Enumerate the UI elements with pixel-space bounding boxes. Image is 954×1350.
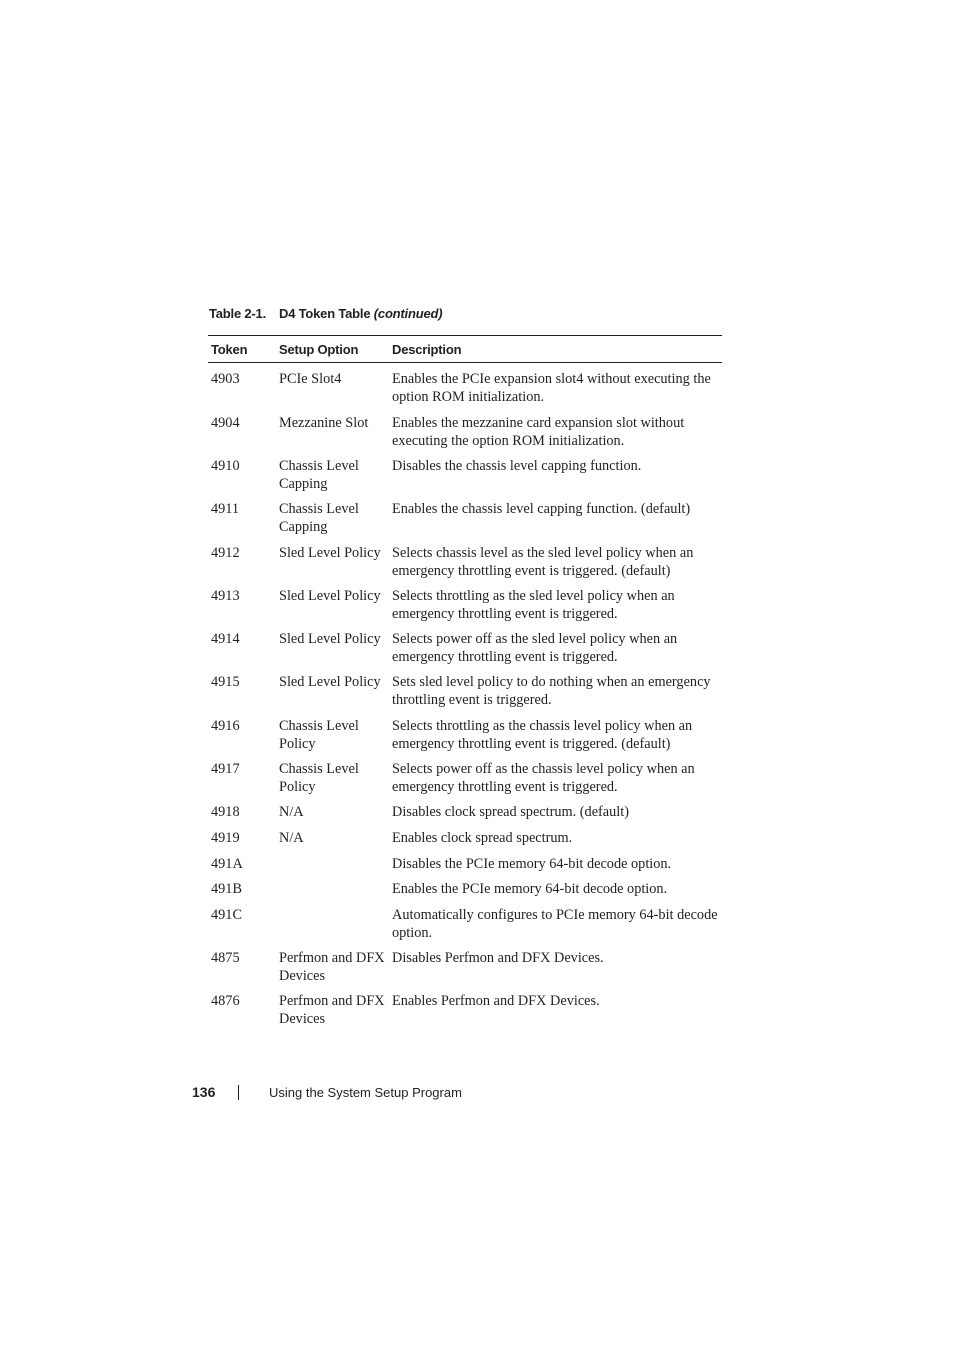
table-row	[208, 907, 722, 943]
table-row	[208, 993, 722, 1029]
description-cell: Selects chassis level as the sled level policy when an emergency throttling event is triggered. (default)	[392, 545, 694, 579]
table-caption	[209, 306, 442, 321]
description-cell: Enables the chassis level capping function. (default)	[392, 501, 691, 517]
token-cell: 4903	[211, 371, 240, 387]
token-cell: 4915	[211, 674, 240, 690]
table-number: Table 2-1.	[209, 306, 267, 321]
setup-option-cell: Sled Level Policy	[279, 588, 381, 604]
description-cell: Disables clock spread spectrum. (default)	[392, 804, 630, 820]
setup-option-cell: Sled Level Policy	[279, 674, 381, 690]
table-row	[208, 415, 722, 451]
table-row	[208, 371, 722, 407]
token-cell: 491A	[211, 856, 243, 872]
table-title: D4 Token Table	[279, 306, 371, 321]
setup-option-cell: Perfmon and DFX Devices	[279, 993, 385, 1027]
description-cell: Enables the mezzanine card expansion slot without executing the option ROM initialization.	[392, 415, 685, 449]
header-token: Token	[211, 341, 248, 357]
token-cell: 4876	[211, 993, 240, 1009]
page-footer	[192, 1084, 462, 1100]
token-cell: 4913	[211, 588, 240, 604]
table-row	[208, 501, 722, 537]
table-continued: (continued)	[373, 306, 443, 321]
setup-option-cell: Sled Level Policy	[279, 545, 381, 561]
description-cell: Enables clock spread spectrum.	[392, 830, 573, 846]
table-row	[208, 631, 722, 667]
setup-option-cell: Chassis Level Policy	[279, 761, 359, 795]
table-row	[208, 830, 722, 848]
table-row	[208, 674, 722, 710]
description-cell: Disables Perfmon and DFX Devices.	[392, 950, 604, 966]
setup-option-cell: Mezzanine Slot	[279, 415, 369, 431]
token-cell: 4914	[211, 631, 240, 647]
table-row	[208, 804, 722, 822]
token-cell: 4912	[211, 545, 240, 561]
table-row	[208, 761, 722, 797]
setup-option-cell: PCIe Slot4	[279, 371, 342, 387]
table-row	[208, 950, 722, 986]
table-row	[208, 856, 722, 874]
header-description: Description	[392, 341, 462, 357]
header-setup-option: Setup Option	[279, 341, 359, 357]
table-row	[208, 588, 722, 624]
description-cell: Enables the PCIe memory 64-bit decode option.	[392, 881, 668, 897]
setup-option-cell: N/A	[279, 830, 304, 846]
setup-option-cell: Chassis Level Policy	[279, 718, 359, 752]
description-cell: Enables the PCIe expansion slot4 without executing the option ROM initialization.	[392, 371, 711, 405]
table-row	[208, 718, 722, 754]
description-cell: Selects power off as the sled level policy when an emergency throttling event is triggered.	[392, 631, 678, 665]
page-number: 136	[192, 1084, 216, 1100]
token-cell: 4911	[211, 501, 240, 517]
token-cell: 491C	[211, 907, 242, 923]
table-header	[208, 336, 722, 363]
footer-section-title: Using the System Setup Program	[269, 1084, 462, 1100]
description-cell: Disables the chassis level capping function.	[392, 458, 642, 474]
token-table	[208, 335, 722, 1053]
token-cell: 491B	[211, 881, 242, 897]
setup-option-cell: Chassis Level Capping	[279, 458, 359, 492]
description-cell: Selects throttling as the sled level policy when an emergency throttling event is triggered.	[392, 588, 675, 622]
description-cell: Automatically configures to PCIe memory 64-bit decode option.	[392, 907, 718, 941]
description-cell: Disables the PCIe memory 64-bit decode option.	[392, 856, 672, 872]
table-body	[208, 363, 722, 1053]
setup-option-cell: N/A	[279, 804, 304, 820]
token-cell: 4904	[211, 415, 240, 431]
description-cell: Selects power off as the chassis level policy when an emergency throttling event is triggered.	[392, 761, 695, 795]
description-cell: Selects throttling as the chassis level policy when an emergency throttling event is triggered. (default)	[392, 718, 693, 752]
description-cell: Sets sled level policy to do nothing when an emergency throttling event is triggered.	[392, 674, 711, 708]
table-row	[208, 881, 722, 899]
setup-option-cell: Perfmon and DFX Devices	[279, 950, 385, 984]
description-cell: Enables Perfmon and DFX Devices.	[392, 993, 600, 1009]
table-row	[208, 458, 722, 494]
token-cell: 4875	[211, 950, 240, 966]
token-cell: 4919	[211, 830, 240, 846]
setup-option-cell: Chassis Level Capping	[279, 501, 359, 535]
footer-separator	[238, 1085, 239, 1100]
token-cell: 4918	[211, 804, 240, 820]
table-row	[208, 545, 722, 581]
setup-option-cell: Sled Level Policy	[279, 631, 381, 647]
token-cell: 4916	[211, 718, 240, 734]
token-cell: 4917	[211, 761, 240, 777]
token-cell: 4910	[211, 458, 240, 474]
